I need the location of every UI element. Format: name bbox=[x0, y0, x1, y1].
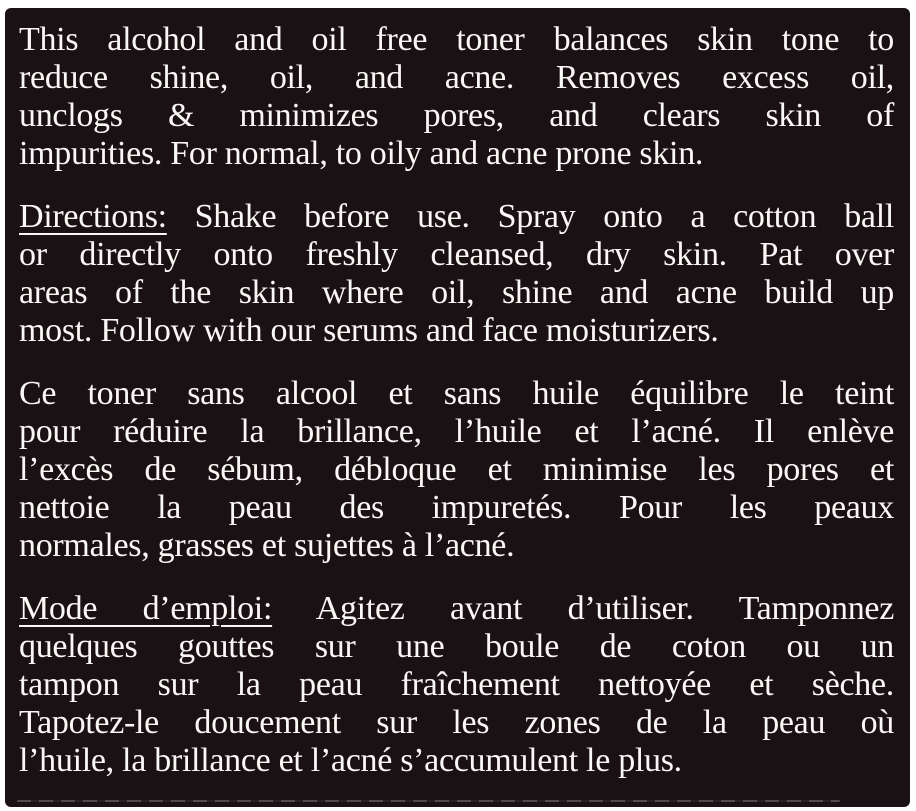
english-directions bbox=[19, 198, 894, 350]
label-line: impurities. For normal, to oily and acne prone skin. bbox=[19, 135, 704, 172]
label-panel bbox=[5, 8, 910, 807]
label-line-text: Agitez avant d’utiliser. Tamponnez bbox=[272, 590, 894, 627]
label-line: Tapotez-le doucement sur les zones de la peau où bbox=[19, 704, 894, 741]
label-line: tampon sur la peau fraîchement nettoyée et sèche. bbox=[19, 666, 894, 703]
label-bottom-edge-artifact bbox=[17, 800, 840, 802]
french-description bbox=[19, 375, 894, 565]
label-line: l’huile, la brillance et l’acné s’accumulent le plus. bbox=[19, 742, 682, 779]
label-line: reduce shine, oil, and acne. Removes excess oil, bbox=[19, 59, 894, 96]
label-line: l’excès de sébum, débloque et minimise les pores et bbox=[19, 451, 894, 488]
label-line-text: Shake before use. Spray onto a cotton ball bbox=[166, 198, 894, 235]
label-line: quelques gouttes sur une boule de coton ou un bbox=[19, 628, 894, 665]
label-line: normales, grasses et sujettes à l’acné. bbox=[19, 527, 515, 564]
label-line: areas of the skin where oil, shine and acne build up bbox=[19, 274, 894, 311]
label-line bbox=[19, 590, 894, 628]
label-line: most. Follow with our serums and face moisturizers. bbox=[19, 312, 719, 349]
label-line: pour réduire la brillance, l’huile et l’acné. Il enlève bbox=[19, 413, 894, 450]
label-line: This alcohol and oil free toner balances skin tone to bbox=[19, 21, 894, 58]
label-line bbox=[19, 198, 894, 236]
french-directions bbox=[19, 590, 894, 780]
label-line: nettoie la peau des impuretés. Pour les peaux bbox=[19, 489, 894, 526]
french-directions-heading: Mode d’emploi: bbox=[19, 590, 273, 627]
english-description bbox=[19, 21, 894, 173]
label-line: unclogs & minimizes pores, and clears skin of bbox=[19, 97, 894, 134]
label-line: or directly onto freshly cleansed, dry skin. Pat over bbox=[19, 236, 894, 273]
label-text bbox=[19, 21, 894, 780]
english-directions-heading: Directions: bbox=[19, 198, 167, 235]
label-line: Ce toner sans alcool et sans huile équilibre le teint bbox=[19, 375, 894, 412]
